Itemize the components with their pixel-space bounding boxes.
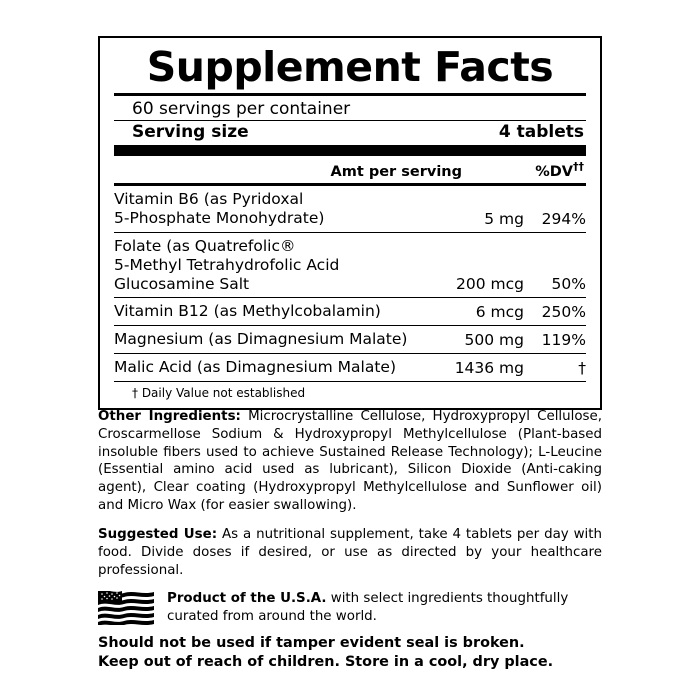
nutrient-name-line1: Folate (as Quatrefolic® [114, 236, 296, 255]
nutrient-amount: 6 mcg [414, 298, 524, 326]
divider-thick-header [114, 145, 586, 156]
other-ingredients-label: Other Ingredients: [98, 409, 241, 424]
table-row [114, 354, 586, 382]
nutrient-amount: 500 mg [414, 326, 524, 354]
serving-size-row [114, 121, 586, 145]
suggested-use-paragraph [98, 526, 602, 579]
warning-text [98, 634, 602, 671]
nutrient-name: Magnesium (as Dimagnesium Malate) [114, 326, 414, 354]
nutrient-dv: 294% [524, 186, 586, 232]
panel-footnote: † Daily Value not established [132, 386, 306, 401]
product-origin-detail: with select ingredients thoughtfully curated from around the world. [167, 591, 569, 624]
product-origin-text [167, 590, 602, 625]
warning-line-2: Keep out of reach of children. Store in a cool, dry place. [98, 654, 554, 671]
column-header-amount: Amt per serving [330, 163, 462, 180]
nutrient-dv: 50% [524, 232, 586, 298]
warning-line-1: Should not be used if tamper evident seal is broken. [98, 635, 525, 652]
servings-per-container: 60 servings per container [132, 99, 351, 120]
nutrient-name-line2: 5-Methyl Tetrahydrofolic Acid [114, 255, 340, 274]
other-ingredients-text: Microcrystalline Cellulose, Hydroxypropyl Cellulose, Croscarmellose Sodium & Hydroxypropyl Methylcellulose (Plant-based insoluble fibers used to achieve Sustained Release Technology); L-Leucine (Essential amino acid used as lubricant), Silicon Dioxide (Anti-caking agent), Clear coating (Hydroxypropyl Methylcellulose and Sunflower oil) and Micro Wax (for easier swallowing). [98, 409, 603, 514]
nutrient-name [114, 186, 414, 232]
nutrient-amount: 200 mcg [414, 232, 524, 298]
nutrient-amount: 1436 mg [414, 354, 524, 382]
product-origin-label: Product of the U.S.A. [167, 591, 327, 607]
table-row [114, 298, 586, 326]
nutrient-name [114, 232, 414, 298]
nutrient-dv: 119% [524, 326, 586, 354]
table-row [114, 186, 586, 232]
table-row [114, 232, 586, 298]
supplement-facts-panel [98, 36, 602, 410]
panel-title: Supplement Facts [146, 43, 554, 91]
other-ingredients-paragraph [98, 408, 602, 515]
table-row [114, 326, 586, 354]
suggested-use-label: Suggested Use: [98, 526, 218, 542]
nutrient-name-line2: 5-Phosphate Monohydrate) [114, 208, 325, 227]
column-header-dv: %DV†† [535, 160, 584, 180]
nutrient-name-line1: Vitamin B6 (as Pyridoxal [114, 189, 304, 208]
product-origin-row [98, 590, 602, 625]
nutrient-amount: 5 mg [414, 186, 524, 232]
nutrient-name-line3: Glucosamine Salt [114, 274, 250, 293]
nutrient-name: Vitamin B12 (as Methylcobalamin) [114, 298, 414, 326]
column-headers [114, 156, 586, 183]
nutrient-dv: † [524, 354, 586, 382]
dv-dagger-mark: †† [573, 160, 584, 174]
serving-size-label: Serving size [132, 122, 249, 143]
label-body-text [98, 408, 602, 672]
serving-size-value: 4 tablets [498, 122, 584, 143]
nutrient-name: Malic Acid (as Dimagnesium Malate) [114, 354, 414, 382]
usa-flag-icon [98, 591, 158, 625]
nutrient-table [114, 186, 586, 382]
nutrient-dv: 250% [524, 298, 586, 326]
suggested-use-text: As a nutritional supplement, take 4 tablets per day with food. Divide doses if desired, or use as directed by your healthcare professional. [98, 526, 603, 578]
